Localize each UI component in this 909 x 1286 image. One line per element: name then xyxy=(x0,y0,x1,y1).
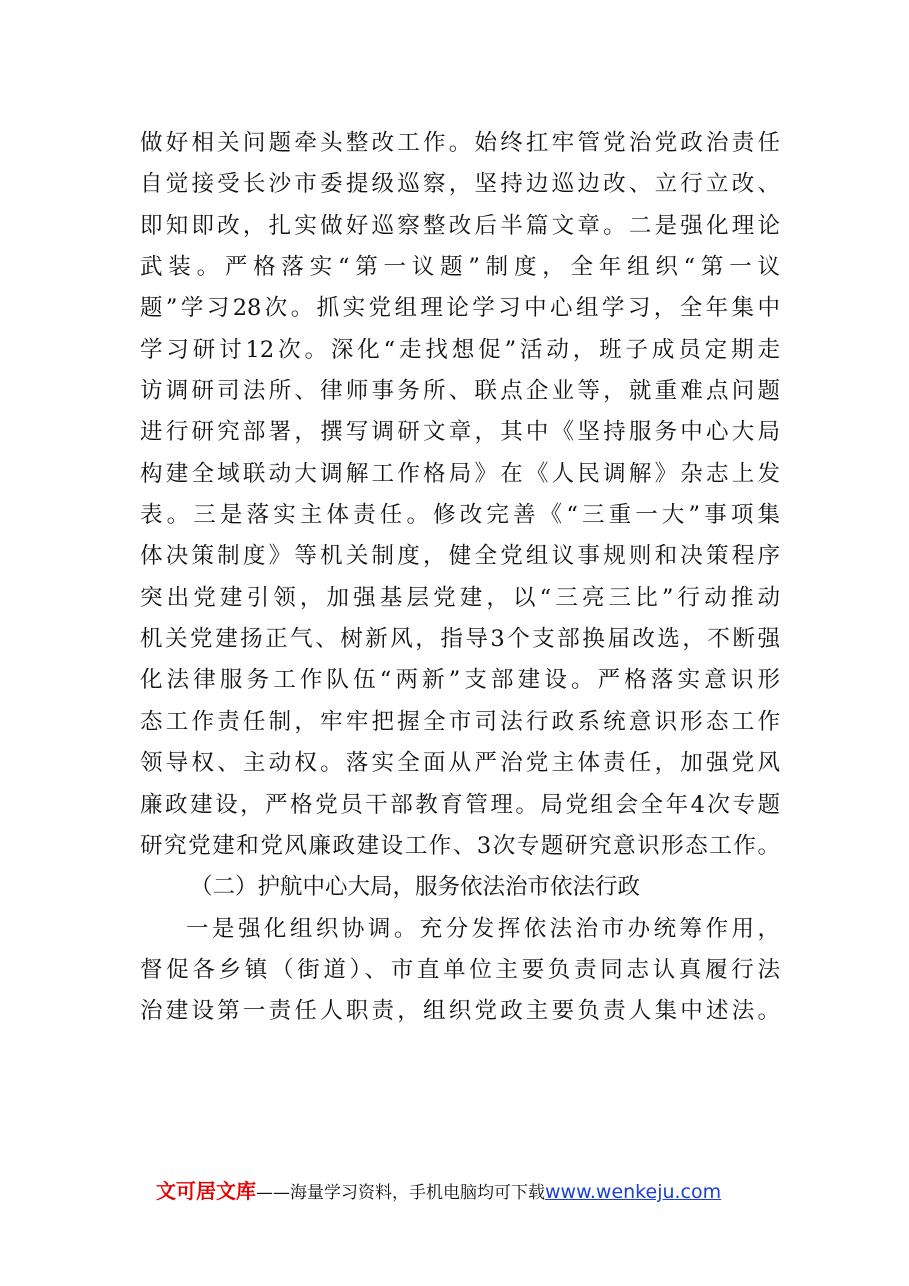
paragraph-line: 学习研讨12次。深化“走找想促”活动，班子成员定期走 xyxy=(140,336,780,363)
paragraph-line: 进行研究部署，撰写调研文章，其中《坚持服务中心大局 xyxy=(140,419,780,446)
paragraph-line: 构建全域联动大调解工作格局》在《人民调解》杂志上发 xyxy=(140,460,780,487)
paragraph-line: 一是强化组织协调。充分发挥依法治市办统筹作用， xyxy=(186,915,780,942)
paragraph-line: 体决策制度》等机关制度，健全党组议事规则和决策程序 xyxy=(140,543,780,570)
paragraph-line: 领导权、主动权。落实全面从严治党主体责任，加强党风 xyxy=(140,750,780,777)
footer-tagline: ——海量学习资料，手机电脑均可下载 xyxy=(256,1183,545,1203)
paragraph-line: 研究党建和党风廉政建设工作、3次专题研究意识形态工作。 xyxy=(140,832,780,859)
paragraph-line: 态工作责任制，牢牢把握全市司法行政系统意识形态工作 xyxy=(140,708,780,735)
paragraph-line: 化法律服务工作队伍“两新”支部建设。严格落实意识形 xyxy=(140,667,780,694)
paragraph-line: 机关党建扬正气、树新风，指导3个支部换届改选，不断强 xyxy=(140,626,780,653)
footer-website-link[interactable]: www.wenkeju.com xyxy=(545,1181,722,1203)
paragraph-line: 督促各乡镇（街道）、市直单位主要负责同志认真履行法 xyxy=(140,956,780,983)
paragraph-line: 表。三是落实主体责任。修改完善《“三重一大”事项集 xyxy=(140,502,780,529)
paragraph-line: 自觉接受长沙市委提级巡察，坚持边巡边改、立行立改、 xyxy=(140,171,780,198)
paragraph-line: 武装。严格落实“第一议题”制度，全年组织“第一议 xyxy=(140,254,780,281)
section-heading: （二）护航中心大局，服务依法治市依法行政 xyxy=(190,874,641,901)
paragraph-line: 突出党建引领，加强基层党建，以“三亮三比”行动推动 xyxy=(140,584,780,611)
paragraph-line: 即知即改，扎实做好巡察整改后半篇文章。二是强化理论 xyxy=(140,212,780,239)
paragraph-line: 做好相关问题牵头整改工作。始终扛牢管党治党政治责任 xyxy=(140,130,780,156)
paragraph-line: 廉政建设，严格党员干部教育管理。局党组会全年4次专题 xyxy=(140,791,780,818)
paragraph-line: 访调研司法所、律师事务所、联点企业等，就重难点问题 xyxy=(140,378,780,405)
footer-watermark xyxy=(156,1176,721,1206)
paragraph-line: 题”学习28次。抓实党组理论学习中心组学习，全年集中 xyxy=(140,295,780,322)
footer-brand: 文可居文库 xyxy=(156,1179,256,1203)
document-body xyxy=(140,123,780,1033)
paragraph-line: 治建设第一责任人职责，组织党政主要负责人集中述法。 xyxy=(140,998,780,1025)
